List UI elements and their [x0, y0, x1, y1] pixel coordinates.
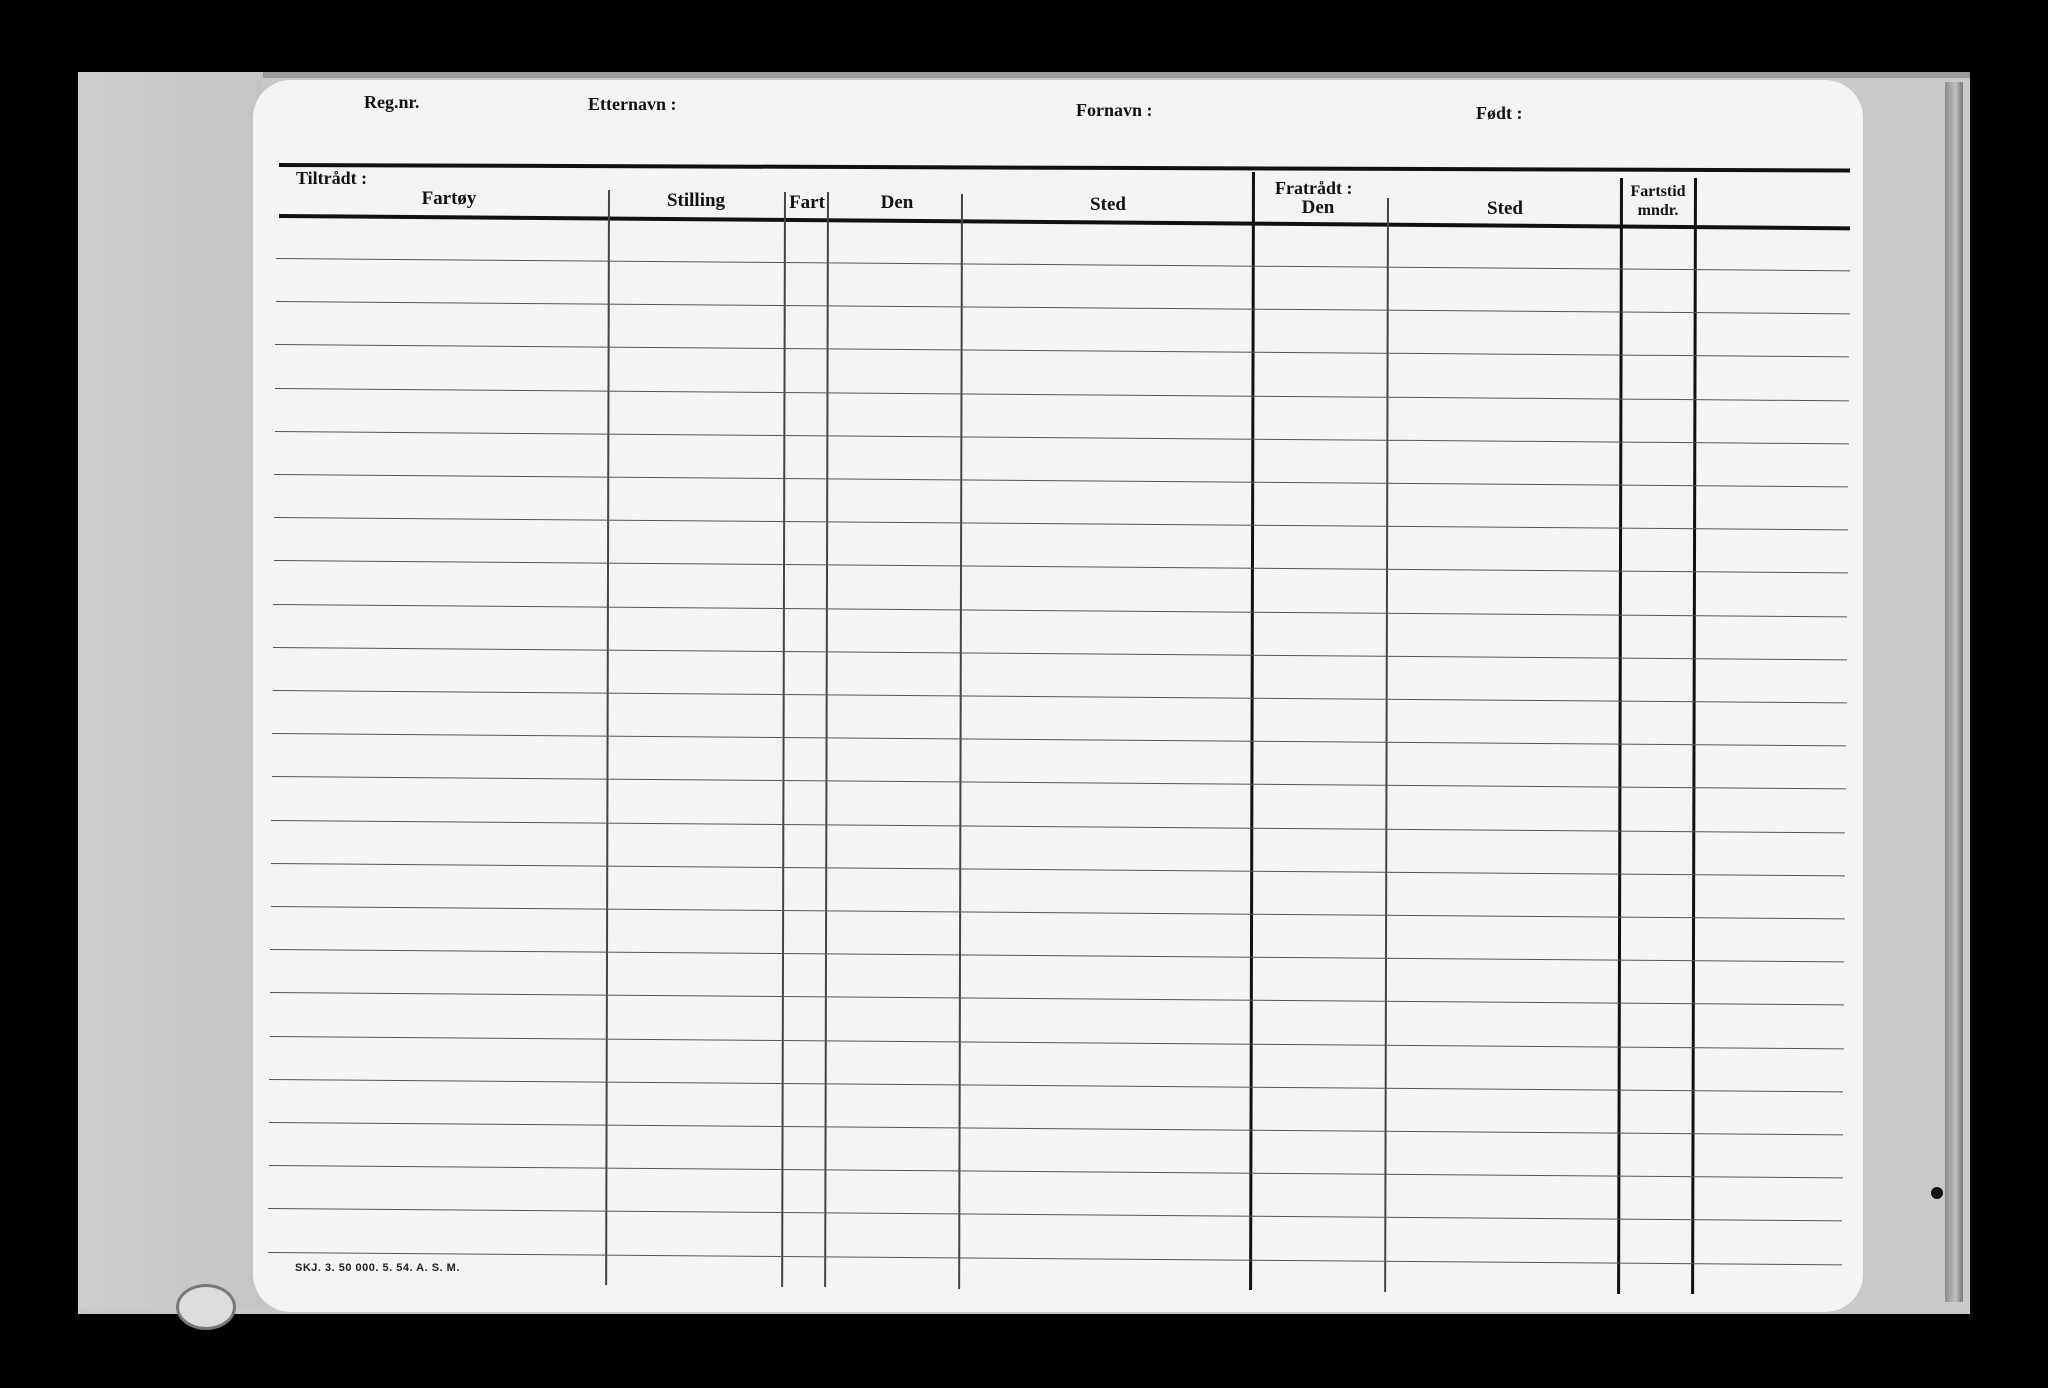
fartstid-line1: Fartstid [1630, 183, 1686, 200]
col-sted-header: Sted [1090, 194, 1126, 215]
tiltradt-label: Tiltrådt : [296, 168, 368, 188]
fratradt-label: Fratrådt : [1275, 178, 1353, 198]
col-den-header: Den [880, 192, 914, 213]
fornavn-label: Fornavn : [1076, 100, 1153, 120]
col-fratradt-sted-header: Sted [1487, 198, 1523, 219]
fodt-label: Født : [1476, 103, 1523, 123]
punch-hole [1931, 1187, 1943, 1199]
col-fratradt-den-header: Den [1301, 197, 1335, 218]
fartstid-line2: mndr. [1637, 202, 1679, 219]
form-print-code: SKJ. 3. 50 000. 5. 54. A. S. M. [295, 1262, 460, 1274]
col-fartstid-header [1630, 182, 1685, 220]
folder-right-edge [1945, 82, 1963, 1302]
binder-ring [176, 1284, 236, 1330]
col-stilling-header: Stilling [666, 190, 726, 211]
reg-nr-label: Reg.nr. [364, 92, 420, 112]
etternavn-label: Etternavn : [588, 94, 677, 114]
col-fartoy-header: Fartøy [421, 188, 477, 209]
col-fart-header: Fart [789, 192, 825, 213]
folder-left-flap [78, 72, 263, 1308]
